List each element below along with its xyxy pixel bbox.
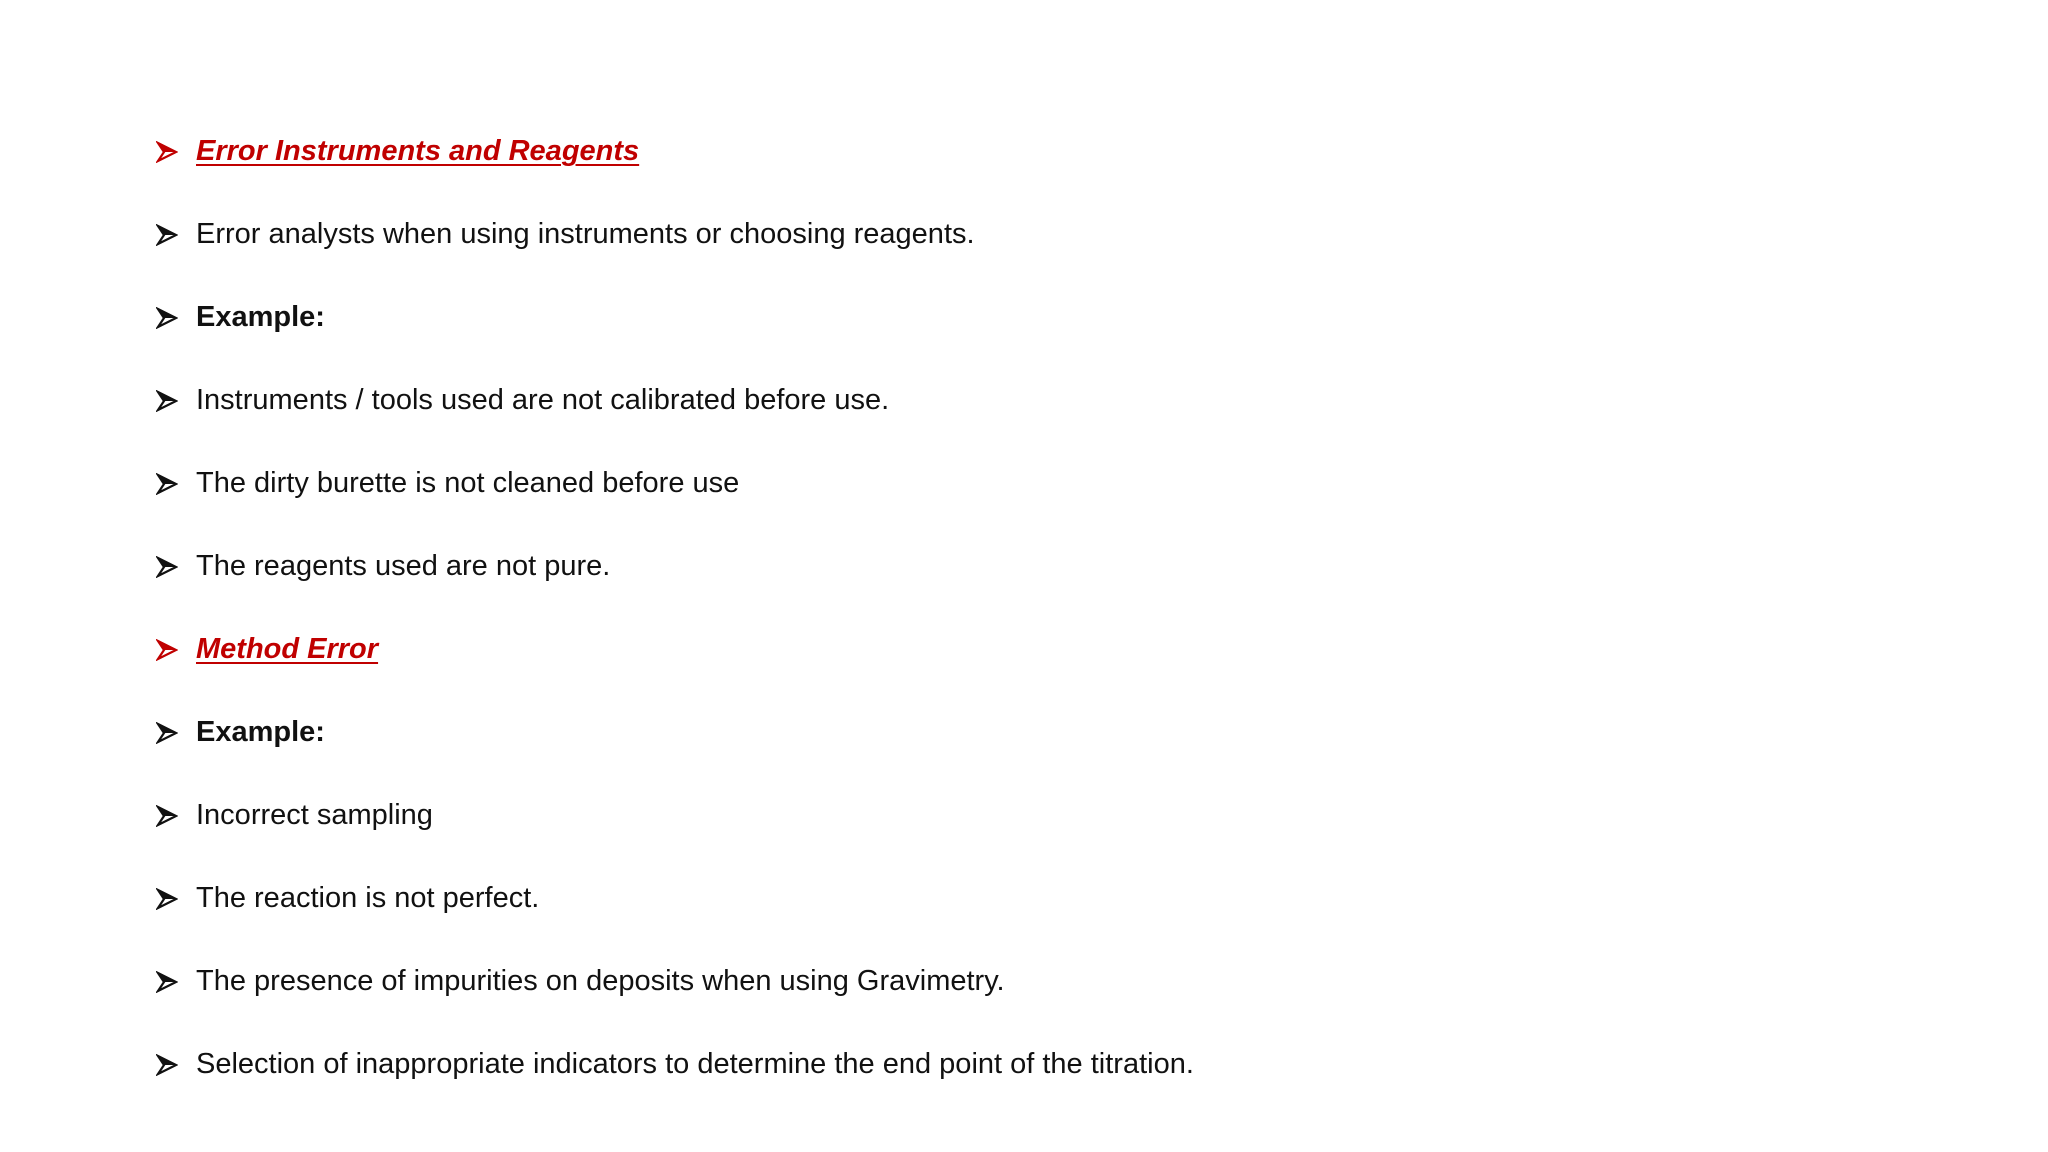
arrowhead-bullet-icon bbox=[156, 141, 196, 163]
arrowhead-bullet-icon bbox=[156, 639, 196, 661]
bullet-text: Selection of inappropriate indicators to determine the end point of the titration. bbox=[196, 1048, 1194, 1080]
bullet-item-example bbox=[156, 276, 1194, 359]
bullet-list bbox=[156, 110, 1194, 1106]
bullet-text: Incorrect sampling bbox=[196, 799, 433, 831]
example-label: Example: bbox=[196, 301, 325, 333]
bullet-item bbox=[156, 525, 1194, 608]
arrowhead-bullet-icon bbox=[156, 390, 196, 412]
arrowhead-bullet-icon bbox=[156, 805, 196, 827]
bullet-item bbox=[156, 1023, 1194, 1106]
bullet-text: The presence of impurities on deposits when using Gravimetry. bbox=[196, 965, 1005, 997]
arrowhead-bullet-icon bbox=[156, 722, 196, 744]
heading-error-instruments-reagents: Error Instruments and Reagents bbox=[196, 135, 640, 167]
arrowhead-bullet-icon bbox=[156, 888, 196, 910]
bullet-item bbox=[156, 442, 1194, 525]
bullet-text: Error analysts when using instruments or choosing reagents. bbox=[196, 218, 975, 250]
arrowhead-bullet-icon bbox=[156, 556, 196, 578]
bullet-text: The dirty burette is not cleaned before use bbox=[196, 467, 740, 499]
arrowhead-bullet-icon bbox=[156, 1054, 196, 1076]
bullet-text: The reagents used are not pure. bbox=[196, 550, 611, 582]
bullet-item bbox=[156, 857, 1194, 940]
arrowhead-bullet-icon bbox=[156, 307, 196, 329]
bullet-item bbox=[156, 774, 1194, 857]
bullet-item-heading-instruments bbox=[156, 110, 1194, 193]
bullet-item-heading-method bbox=[156, 608, 1194, 691]
bullet-text: The reaction is not perfect. bbox=[196, 882, 540, 914]
bullet-text: Instruments / tools used are not calibrated before use. bbox=[196, 384, 890, 416]
bullet-item-example bbox=[156, 691, 1194, 774]
arrowhead-bullet-icon bbox=[156, 224, 196, 246]
arrowhead-bullet-icon bbox=[156, 971, 196, 993]
arrowhead-bullet-icon bbox=[156, 473, 196, 495]
bullet-item bbox=[156, 193, 1194, 276]
example-label: Example: bbox=[196, 716, 325, 748]
bullet-item bbox=[156, 940, 1194, 1023]
bullet-item bbox=[156, 359, 1194, 442]
heading-method-error: Method Error bbox=[196, 633, 379, 665]
